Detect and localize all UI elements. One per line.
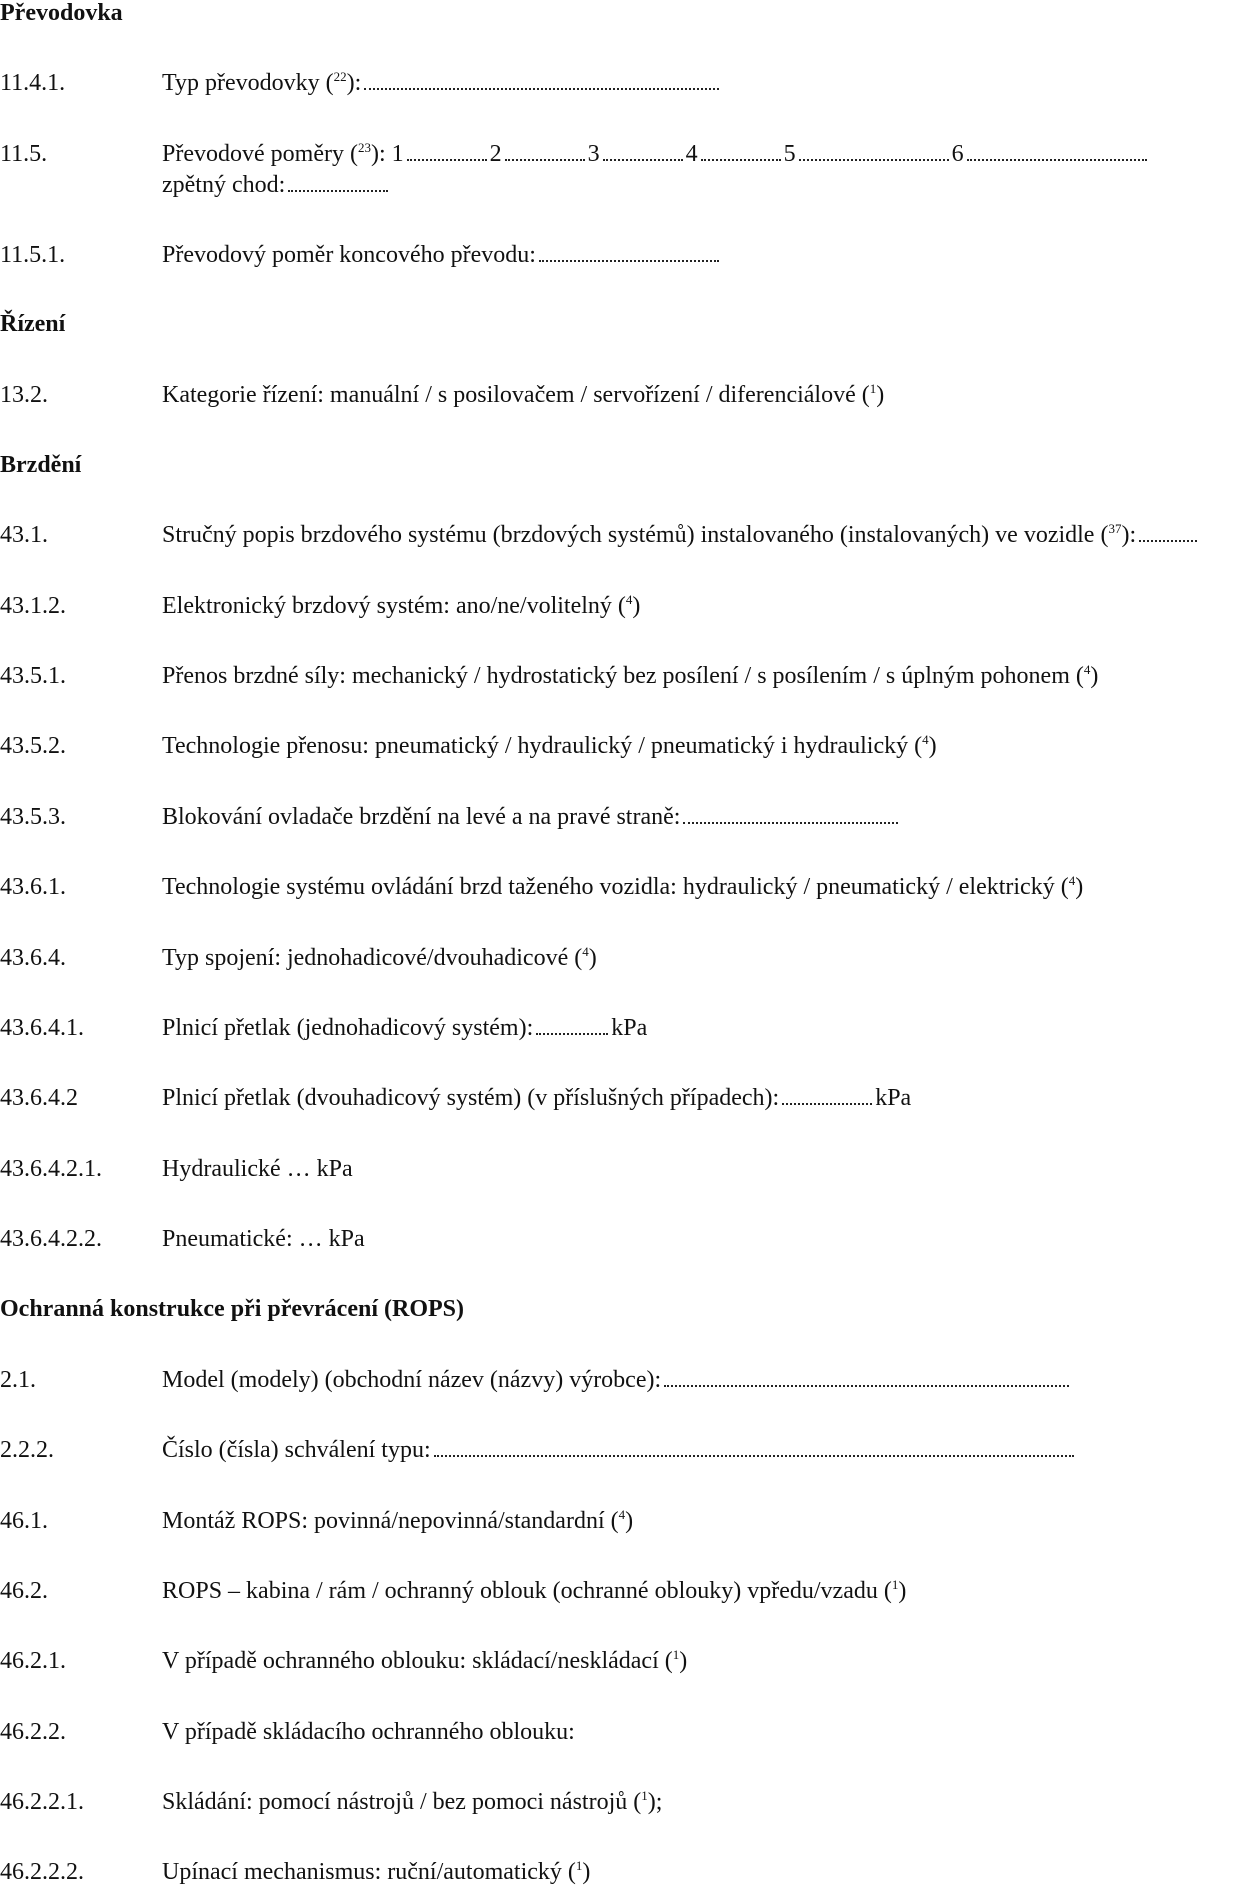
item-text: Přenos brzdné síly: mechanický / hydrostatický bez posílení / s posílením / s úplným pohonem ($^4$) <box>162 662 1099 689</box>
item-text: Typ spojení: jednohadicové/dvouhadicové ($^4$) <box>162 944 597 971</box>
item-text: Kategorie řízení: manuální / s posilovačem / servořízení / diferenciálové ($^1$) <box>162 381 885 408</box>
item-number: 43.1. <box>0 522 48 548</box>
item-text: Plnicí přetlak (dvouhadicový systém) (v příslušných případech): kPa <box>162 1085 912 1111</box>
item-number: 43.6.1. <box>0 874 66 900</box>
section-heading-prevodovka: Převodovka <box>0 0 123 26</box>
item-number: 46.2.2. <box>0 1719 66 1745</box>
item-number: 43.5.3. <box>0 804 66 830</box>
item-text: V případě skládacího ochranného oblouku: <box>162 1719 575 1745</box>
item-text: Převodové poměry ($^{23}$): 1 2 3 4 5 6 <box>162 139 1150 169</box>
item-text: V případě ochranného oblouku: skládací/neskládací ($^1$) <box>162 1647 688 1674</box>
item-number: 46.2.2.1. <box>0 1789 84 1815</box>
item-text: Stručný popis brzdového systému (brzdových systémů) instalovaného (instalovaných) ve vozidle ($^{37}$): <box>162 520 1200 550</box>
item-text: Typ převodovky ($^{22}$): <box>162 68 722 98</box>
item-text: Pneumatické: … kPa <box>162 1226 365 1252</box>
item-text: zpětný chod: <box>162 170 391 200</box>
item-text: Upínací mechanismus: ruční/automatický ($^1$) <box>162 1858 591 1885</box>
item-number: 11.5. <box>0 141 48 167</box>
item-text: Skládání: pomocí nástrojů / bez pomoci nástrojů ($^1$); <box>162 1788 663 1815</box>
item-number: 11.5.1. <box>0 242 66 268</box>
item-number: 43.6.4. <box>0 945 66 971</box>
item-number: 43.6.4.2.1. <box>0 1156 102 1182</box>
item-text: Hydraulické … kPa <box>162 1156 353 1182</box>
item-number: 46.2. <box>0 1578 48 1604</box>
item-text: Technologie systému ovládání brzd taženého vozidla: hydraulický / pneumatický / elektrický ($^4$) <box>162 873 1084 900</box>
item-number: 2.2.2. <box>0 1437 54 1463</box>
item-number: 2.1. <box>0 1367 36 1393</box>
section-heading-rizeni: Řízení <box>0 311 66 337</box>
section-heading-rops: Ochranná konstrukce při převrácení (ROPS) <box>0 1296 464 1322</box>
item-text: Model (modely) (obchodní název (názvy) výrobce): <box>162 1365 1072 1395</box>
item-text: ROPS – kabina / rám / ochranný oblouk (ochranné oblouky) vpředu/vzadu ($^1$) <box>162 1577 907 1604</box>
item-text: Blokování ovladače brzdění na levé a na pravé straně: <box>162 802 901 832</box>
item-number: 11.4.1. <box>0 70 66 96</box>
item-number: 43.6.4.2 <box>0 1085 78 1111</box>
item-number: 13.2. <box>0 382 48 408</box>
item-text: Elektronický brzdový systém: ano/ne/volitelný ($^4$) <box>162 592 641 619</box>
item-number: 46.2.2.2. <box>0 1859 84 1885</box>
section-heading-brzdeni: Brzdění <box>0 452 82 478</box>
item-number: 43.6.4.2.2. <box>0 1226 102 1252</box>
item-text: Číslo (čísla) schválení typu: <box>162 1435 1077 1465</box>
item-number: 46.2.1. <box>0 1648 66 1674</box>
item-number: 46.1. <box>0 1508 48 1534</box>
item-number: 43.1.2. <box>0 593 66 619</box>
item-text: Převodový poměr koncového převodu: <box>162 240 722 270</box>
item-number: 43.6.4.1. <box>0 1015 84 1041</box>
item-number: 43.5.1. <box>0 663 66 689</box>
item-text: Plnicí přetlak (jednohadicový systém): kPa <box>162 1015 648 1041</box>
item-text: Technologie přenosu: pneumatický / hydraulický / pneumatický i hydraulický ($^4$) <box>162 732 937 759</box>
item-text: Montáž ROPS: povinná/nepovinná/standardní ($^4$) <box>162 1507 634 1534</box>
item-number: 43.5.2. <box>0 733 66 759</box>
